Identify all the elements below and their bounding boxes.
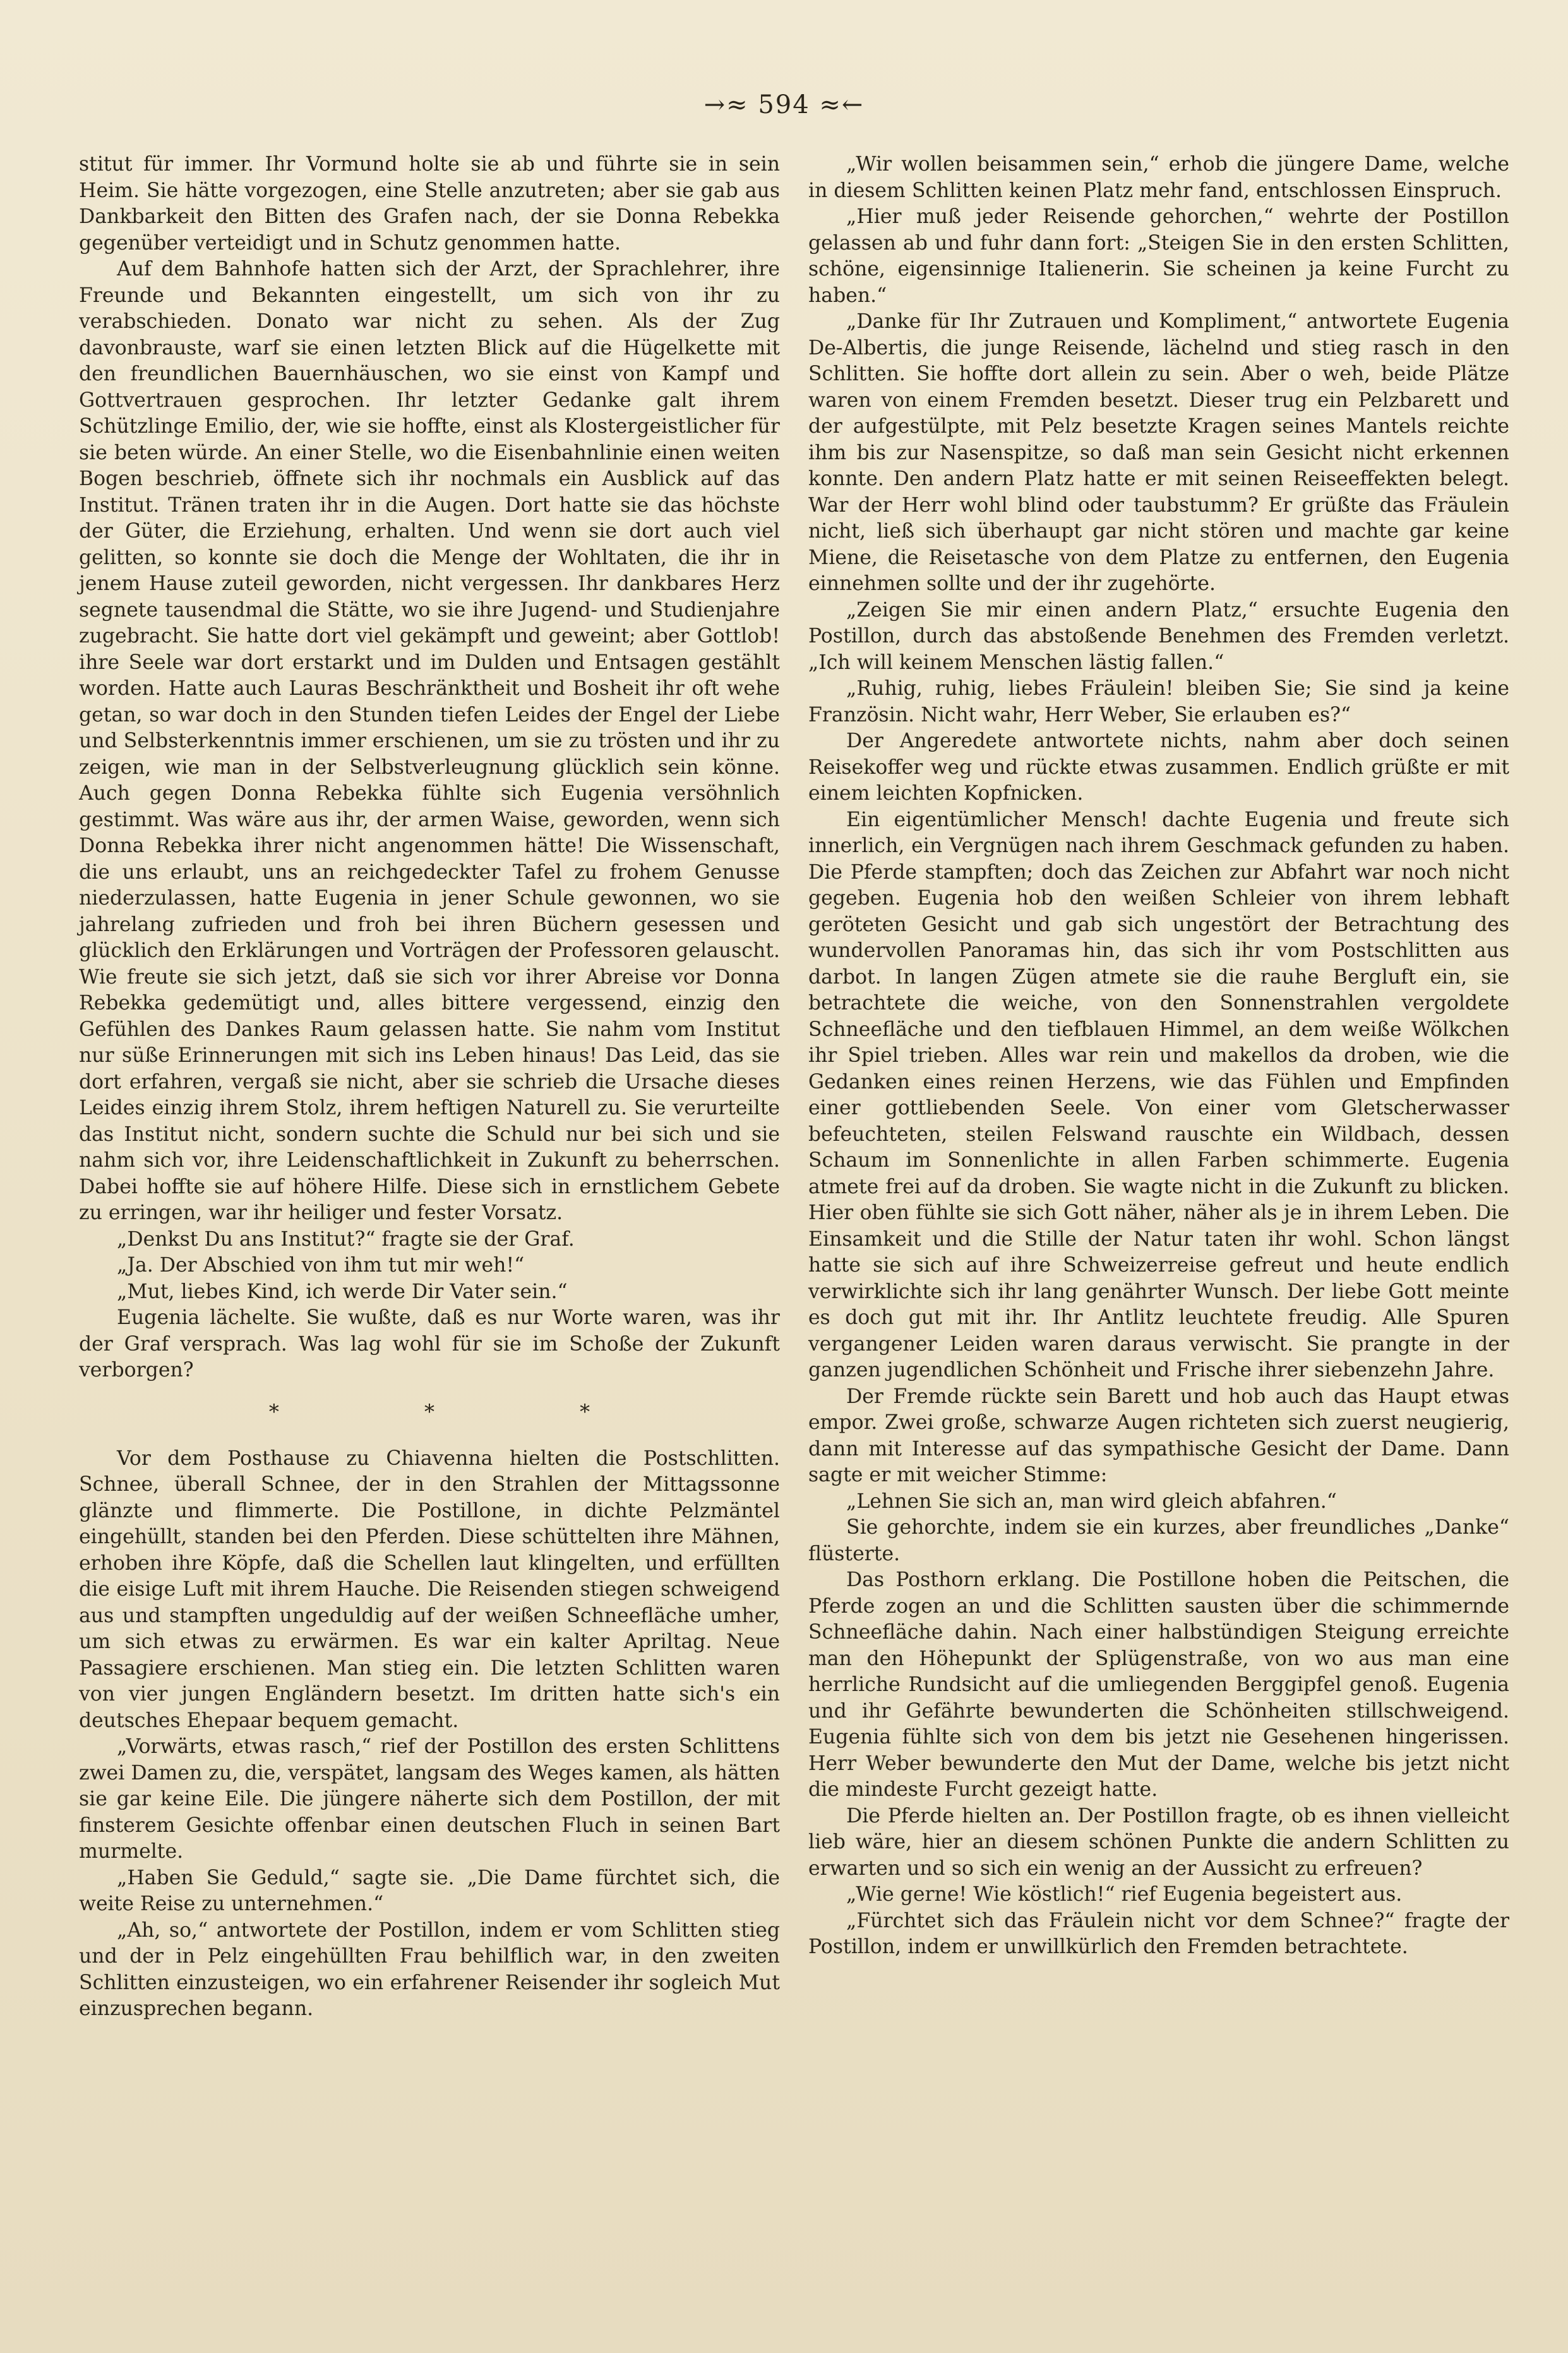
paragraph: „Ruhig, ruhig, liebes Fräulein! bleiben Sie; Sie sind ja keine Französin. Nicht wahr, Herr Weber, Sie erlauben es?“ [808, 677, 1509, 726]
paragraph: Eugenia lächelte. Sie wußte, daß es nur Worte waren, was ihr der Graf versprach. Was lag wohl für sie im Schoße der Zukunft verborgen? [79, 1306, 780, 1381]
paragraph: „Fürchtet sich das Fräulein nicht vor dem Schnee?“ fragte der Postillon, indem er unwillkürlich den Fremden betrachtete. [808, 1909, 1509, 1958]
section-separator: * * * [268, 1399, 660, 1424]
paragraph: „Ja. Der Abschied von ihm tut mir weh!“ [117, 1254, 525, 1277]
paragraph: Die Pferde hielten an. Der Postillon fragte, ob es ihnen vielleicht lieb wäre, hier an diesem schönen Punkte die andern Schlitten zu erwarten und so sich ein wenig an der Aussicht zu erfreuen? [808, 1804, 1509, 1880]
page-number-value: 594 [758, 90, 810, 119]
paragraph: Der Fremde rückte sein Barett und hob auch das Haupt etwas empor. Zwei große, schwarze Augen richteten sich zuerst neugierig, dann mit Interesse auf das sympathische Gesicht der Dame. Dann sagte er mit weicher Stimme: [808, 1385, 1509, 1486]
paragraph: Vor dem Posthause zu Chiavenna hielten die Postschlitten. Schnee, überall Schnee, der in den Strahlen der Mittagssonne glänzte und flimmerte. Die Postillone, in dichte Pelzmäntel eingehüllt, standen bei den Pferden. Diese schüttelten ihre Mähnen, erhoben ihre Köpfe, daß die Schellen laut klingelten, und erfüllten die eisige Luft mit ihrem Hauche. Die Reisenden stiegen schweigend aus und stampften ungeduldig auf der weißen Schneefläche umher, um sich etwas zu erwärmen. Es war ein kalter Apriltag. Neue Passagiere erschienen. Man stieg ein. Die letzten Schlitten waren von vier jungen Engländern besetzt. Im dritten hatte sich's ein deutsches Ehepaar bequem gemacht. [79, 1447, 780, 1732]
paragraph: Ein eigentümlicher Mensch! dachte Eugenia und freute sich innerlich, ein Vergnügen nach ihrem Geschmack gefunden zu haben. Die Pferde stampften; doch das Zeichen zur Abfahrt war noch nicht gegeben. Eugenia hob den weißen Schleier von ihrem lebhaft geröteten Gesicht und gab sich ungestört der Betrachtung des wundervollen Panoramas hin, das sich ihr vom Postschlitten aus darbot. In langen Zügen atmete sie die rauhe Bergluft ein, sie betrachtete die weiche, von den Sonnenstrahlen vergoldete Schneefläche und den tiefblauen Himmel, an dem weiße Wölkchen ihr Spiel trieben. Alles war rein und makellos da droben, wie die Gedanken eines reinen Herzens, wie das Fühlen und Empfinden einer gottliebenden Seele. Von einer vom Gletscherwasser befeuchteten, steilen Felswand rauschte ein Wildbach, dessen Schaum im Sonnenlichte in allen Farben schimmerte. Eugenia atmete frei auf da droben. Sie wagte nicht in die Zukunft zu blicken. Hier oben fühlte sie sich Gott näher, näher als je in ihrem Leben. Die Einsamkeit und die Stille der Natur taten ihr wohl. Schon längst hatte sie sich auf ihre Schweizerreise gefreut und heute endlich verwirklichte sich ihr lang genährter Wunsch. Der liebe Gott meinte es doch gut mit ihr. Ihr Antlitz leuchtete freudig. Alle Spuren vergangener Leiden waren daraus verwischt. Sie prangte in der ganzen jugendlichen Schönheit und Frische ihrer siebenzehn Jahre. [808, 808, 1509, 1381]
paragraph: „Ah, so,“ antwortete der Postillon, indem er vom Schlitten stieg und der in Pelz eingehüllten Frau behilflich war, in den zweiten Schlitten einzusteigen, wo ein erfahrener Reisender ihr sogleich Mut einzusprechen begann. [79, 1918, 780, 2020]
paragraph: „Denkst Du ans Institut?“ fragte sie der Graf. [117, 1227, 575, 1251]
paragraph: stitut für immer. Ihr Vormund holte sie ab und führte sie in sein Heim. Sie hätte vorgezogen, eine Stelle anzutreten; aber sie gab aus Dankbarkeit den Bitten des Grafen nach, der sie Donna Rebekka gegenüber verteidigt und in Schutz genommen hatte. [79, 153, 780, 255]
paragraph: „Wie gerne! Wie köstlich!“ rief Eugenia begeistert aus. [846, 1883, 1403, 1906]
ornament-right: ≈← [810, 90, 865, 119]
paragraph: „Wir wollen beisammen sein,“ erhob die jüngere Dame, welche in diesem Schlitten keinen Platz mehr fand, entschlossen Einspruch. [808, 153, 1509, 202]
paragraph: „Mut, liebes Kind, ich werde Dir Vater sein.“ [117, 1280, 568, 1303]
paragraph: Das Posthorn erklang. Die Postillone hoben die Peitschen, die Pferde zogen an und die Schlitten sausten über die schimmernde Schneefläche dahin. Nach einer halbstündigen Steigung erreichte man den Höhepunkt der Splügenstraße, von wo aus man eine herrliche Rundsicht auf die umliegenden Berggipfel genoß. Eugenia und ihr Gefährte bewunderten die Schönheiten stillschweigend. Eugenia fühlte sich von dem bis jetzt nie Gesehenen hingerissen. Herr Weber bewunderte den Mut der Dame, welche bis jetzt nicht die mindeste Furcht gezeigt hatte. [808, 1568, 1509, 1801]
page-number [0, 87, 1568, 123]
left-column [79, 152, 780, 2023]
paragraph: Der Angeredete antwortete nichts, nahm aber doch seinen Reisekoffer weg und rückte etwas zusammen. Endlich grüßte er mit einem leichten Kopfnicken. [808, 730, 1509, 805]
paragraph: „Zeigen Sie mir einen andern Platz,“ ersuchte Eugenia den Postillon, durch das abstoßende Benehmen des Fremden verletzt. „Ich will keinem Menschen lästig fallen.“ [808, 598, 1509, 674]
paragraph: Sie gehorchte, indem sie ein kurzes, aber freundliches „Danke“ flüsterte. [808, 1516, 1509, 1565]
paragraph: „Hier muß jeder Reisende gehorchen,“ wehrte der Postillon gelassen ab und fuhr dann fort: „Steigen Sie in den ersten Schlitten, schöne, eigensinnige Italienerin. Sie scheinen ja keine Furcht zu haben.“ [808, 205, 1509, 307]
paragraph: Auf dem Bahnhofe hatten sich der Arzt, der Sprachlehrer, ihre Freunde und Bekannten eingestellt, um sich von ihr zu verabschieden. Donato war nicht zu sehen. Als der Zug davonbrauste, warf sie einen letzten Blick auf die Hügelkette mit den freundlichen Bauernhäuschen, wo sie einst von Kampf und Gottvertrauen gesprochen. Ihr letzter Gedanke galt ihrem Schützlinge Emilio, der, wie sie hoffte, einst als Klostergeistlicher für sie beten würde. An einer Stelle, wo die Eisenbahnlinie einen weiten Bogen beschrieb, öffnete sich ihr nochmals ein Ausblick auf das Institut. Tränen traten ihr in die Augen. Dort hatte sie das höchste der Güter, die Erziehung, erhalten. Und wenn sie dort auch viel gelitten, so konnte sie doch die Menge der Wohltaten, die ihr in jenem Hause zuteil geworden, nicht vergessen. Ihr dankbares Herz segnete tausendmal die Stätte, wo sie ihre Jugend- und Studienjahre zugebracht. Sie hatte dort viel gekämpft und geweint; aber Gottlob! ihre Seele war dort erstarkt und im Dulden und Entsagen gestählt worden. Hatte auch Lauras Beschränktheit und Bosheit ihr oft wehe getan, so war doch in den Stunden tiefen Leides der Engel der Liebe und Selbsterkenntnis immer erschienen, um sie zu trösten und ihr zu zeigen, wie man in der Selbstverleugnung glücklich sein könne. Auch gegen Donna Rebekka fühlte sich Eugenia versöhnlich gestimmt. Was wäre aus ihr, der armen Waise, geworden, wenn sich Donna Rebekka ihrer nicht angenommen hätte! Die Wissenschaft, die uns erlaubt, uns an reichgedeckter Tafel zu frohem Genusse niederzulassen, hatte Eugenia in jener Schule gewonnen, wo sie jahrelang zufrieden und froh bei ihren Büchern gesessen und glücklich den Erklärungen und Vorträgen der Professoren gelauscht. Wie freute sie sich jetzt, daß sie sich vor ihrer Abreise vor Donna Rebekka gedemütigt und, alles bittere vergessend, einzig den Gefühlen des Dankes Raum gelassen hatte. Sie nahm vom Institut nur süße Erinnerungen mit sich ins Leben hinaus! Das Leid, das sie dort erfahren, vergaß sie nicht, aber sie schrieb die Ursache dieses Leides einzig ihrem Stolz, ihrem heftigen Naturell zu. Sie verurteilte das Institut nicht, sondern suchte die Schuld nur bei sich und sie nahm sich vor, ihre Leidenschaftlichkeit in Zukunft zu beherrschen. Dabei hoffte sie auf höhere Hilfe. Diese sich in ernstlichem Gebete zu erringen, war ihr heiliger und fester Vorsatz. [79, 258, 780, 1224]
paragraph: „Vorwärts, etwas rasch,“ rief der Postillon des ersten Schlittens zwei Damen zu, die, verspätet, langsam des Weges kamen, als hätten sie gar keine Eile. Die jüngere näherte sich dem Postillon, der mit finsterem Gesichte offenbar einen deutschen Fluch in seinen Bart murmelte. [79, 1735, 780, 1863]
ornament-left: →≈ [703, 90, 758, 119]
paragraph: „Haben Sie Geduld,“ sagte sie. „Die Dame fürchtet sich, die weite Reise zu unternehmen.“ [79, 1866, 780, 1915]
paragraph: „Lehnen Sie sich an, man wird gleich abfahren.“ [846, 1489, 1337, 1513]
right-column [808, 152, 1509, 1961]
paragraph: „Danke für Ihr Zutrauen und Kompliment,“ antwortete Eugenia De-Albertis, die junge Reisende, lächelnd und stieg rasch in den Schlitten. Sie hoffte dort allein zu sein. Aber o weh, beide Plätze waren von einem Fremden besetzt. Dieser trug ein Pelzbarett und der aufgestülpte, mit Pelz besetzte Kragen seines Mantels reichte ihm bis zur Nasenspitze, so daß man sein Gesicht nicht erkennen konnte. Den andern Platz hatte er mit seinen Reiseeffekten belegt. War der Herr wohl blind oder taubstumm? Er grüßte das Fräulein nicht, ließ sich überhaupt gar nicht stören und machte gar keine Miene, die Reisetasche von dem Platze zu entfernen, den Eugenia einnehmen sollte und der ihr zugehörte. [808, 310, 1509, 595]
